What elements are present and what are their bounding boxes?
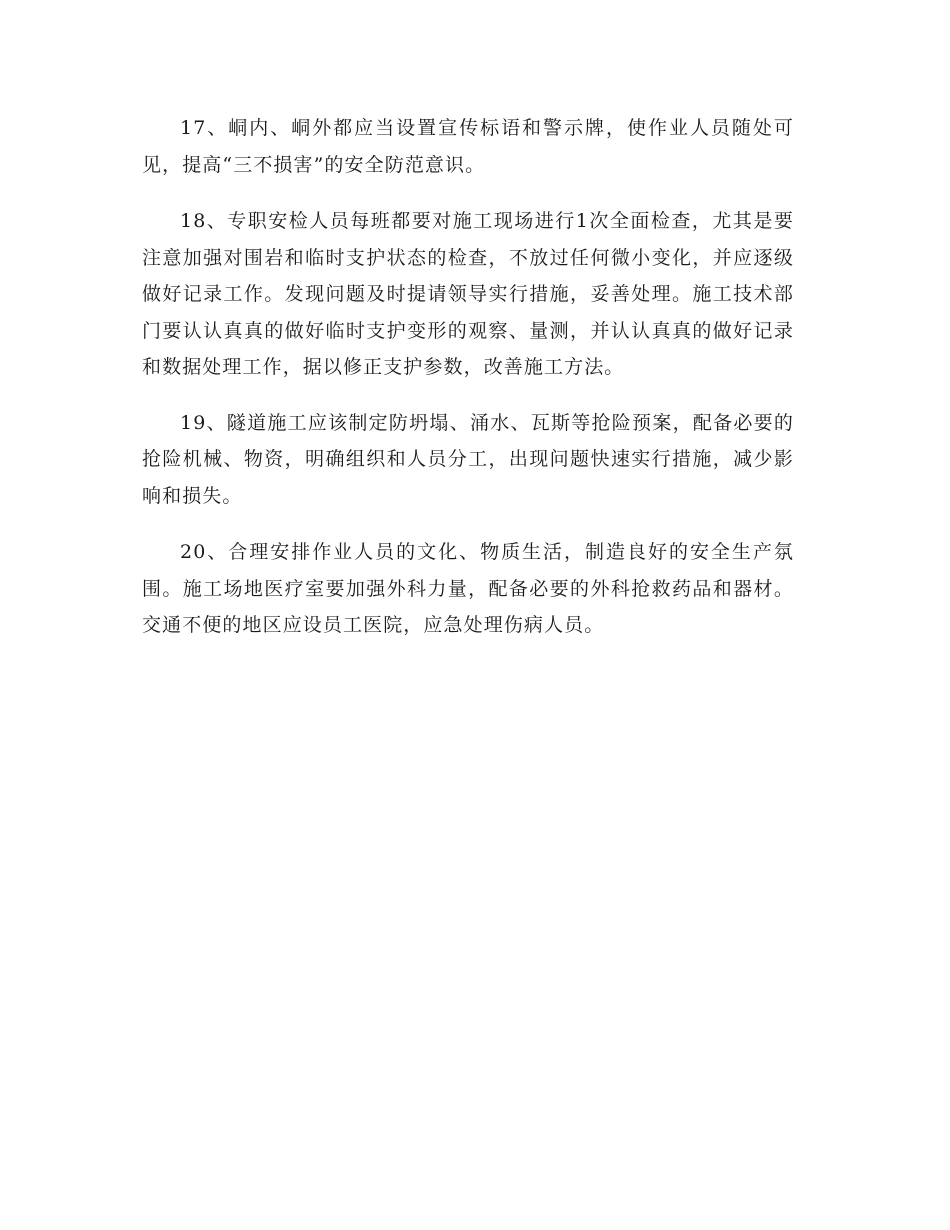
paragraph-19: 19、隧道施工应该制定防坍塌、涌水、瓦斯等抢险预案，配备必要的抢险机械、物资，明确组织和人员分工，出现问题快速实行措施，减少影响和损失。 <box>142 411 794 507</box>
paragraph-17: 17、峒内、峒外都应当设置宣传标语和警示牌，使作业人员随处可见，提高“三不损害”的安全防范意识。 <box>142 117 794 176</box>
document-body <box>142 110 794 664</box>
paragraph-18: 18、专职安检人员每班都要对施工现场进行1次全面检查，尤其是要注意加强对围岩和临时支护状态的检查，不放过任何微小变化，并应逐级做好记录工作。发现问题及时提请领导实行措施，妥善处理。施工技术部门要认认真真的做好临时支护变形的观察、量测，并认认真真的做好记录和数据处理工作，据以修正支护参数，改善施工方法。 <box>142 210 794 378</box>
paragraph-20: 20、合理安排作业人员的文化、物质生活，制造良好的安全生产氛围。施工场地医疗室要加强外科力量，配备必要的外科抢救药品和器材。交通不便的地区应设员工医院，应急处理伤病人员。 <box>142 541 794 636</box>
